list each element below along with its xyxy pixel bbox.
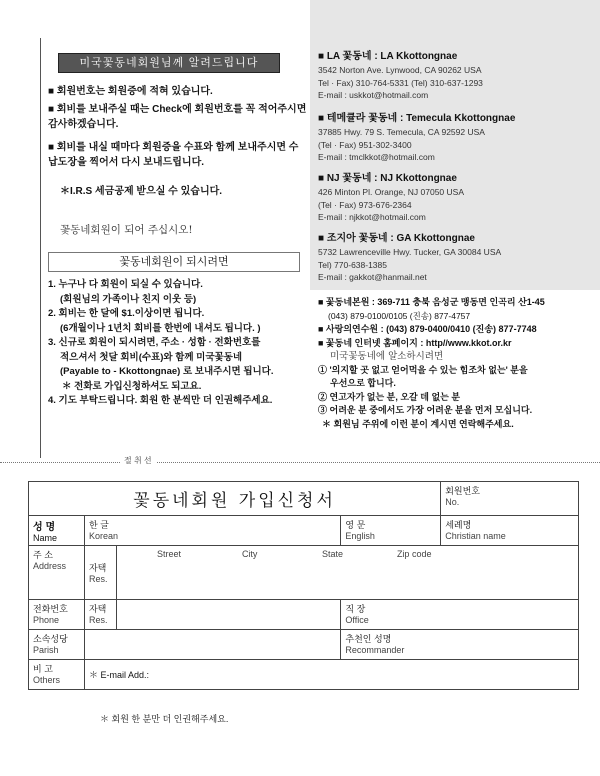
english-name-field[interactable]: 영 문 English xyxy=(341,516,441,546)
notice-member-number: ■ 회원번호는 회원증에 적혀 있습니다. xyxy=(48,86,213,97)
invite-text: 꽃동네회원이 되어 주십시오! xyxy=(60,224,193,236)
street-label: Street xyxy=(156,549,181,559)
footnote: ＊ 회원 한 분만 더 인권해주세요. xyxy=(100,714,229,724)
branch-email: E-mail : gakkot@hanmail.net xyxy=(318,272,427,282)
hq-phone: (043) 879-0100/0105 (진송) 877-4757 xyxy=(328,310,471,321)
branch-phone: (Tel · Fax) 951-302-3400 xyxy=(318,139,412,150)
name-label: 성 명 Name xyxy=(29,516,85,546)
member-number-field[interactable] xyxy=(441,482,579,516)
parish-field[interactable] xyxy=(84,630,340,660)
city-label: City xyxy=(241,549,258,559)
criterion-2: ② 연고자가 없는 분, 오갈 데 없는 분 xyxy=(318,391,461,402)
address-label: 주 소 Address xyxy=(29,546,85,600)
branch-title: ■ LA 꽃동네 : LA Kkottongnae xyxy=(318,51,458,62)
step-3-line2: 적으셔서 첫달 회비(수표)와 함께 미국꽃동네 xyxy=(60,351,243,363)
branch-temecula xyxy=(318,112,598,164)
others-label: 비 고 Others xyxy=(29,660,85,690)
zip-label: Zip code xyxy=(396,549,432,559)
branch-email: E-mail : uskkot@hotmail.com xyxy=(318,90,429,100)
phone-label: 전화번호 Phone xyxy=(29,600,85,630)
branch-title: ■ 테메큘라 꽃동네 : Temecula Kkottongnae xyxy=(318,113,516,124)
parish-label: 소속성당 Parish xyxy=(29,630,85,660)
criterion-1: ① '의지할 곳 없고 얻어먹을 수 있는 힘조차 없는' 분을 xyxy=(318,364,528,375)
criterion-3: ③ 어려운 분 중에서도 가장 어려운 분을 먼저 모십니다. xyxy=(318,405,533,415)
recommender-field[interactable]: 추천인 성명 Recommander xyxy=(341,630,579,660)
cut-line xyxy=(0,462,600,463)
notice-irs: ＊I.R.S 세금공제 받으실 수 있습니다. xyxy=(60,186,223,197)
korean-name-field[interactable]: 한 글 Korean xyxy=(84,516,340,546)
state-label: State xyxy=(321,549,343,559)
headquarters-info xyxy=(318,296,598,431)
office-phone-field[interactable]: 직 장 Office xyxy=(341,600,579,630)
home-phone-field[interactable] xyxy=(116,600,340,630)
branch-title: ■ NJ 꽃동네 : NJ Kkottongnae xyxy=(318,173,457,184)
join-steps xyxy=(48,278,310,409)
member-number-label: 회원번호 xyxy=(445,486,480,496)
branch-phone: Tel · Fax) 310-764-5331 (Tel) 310-637-1293 xyxy=(318,77,483,88)
branch-title: ■ 조지아 꽃동네 : GA Kkottongnae xyxy=(318,233,475,244)
hq-address: ■ 꽃동네본원 : 369-711 충북 음성군 맹동면 인곡리 산1-45 xyxy=(318,297,545,307)
step-4: 4. 기도 부탁드립니다. 회원 한 분씩만 더 인권해주세요. xyxy=(48,395,273,406)
step-2-note: (6개월이나 1년치 회비를 한번에 내셔도 됩니다. ) xyxy=(60,322,261,334)
branch-address: 426 Minton Pl. Orange, NJ 07050 USA xyxy=(318,187,464,197)
contact-request: ＊ 회원님 주위에 이런 분이 계시면 연락해주세요. xyxy=(322,418,514,429)
residence-label: 자택 Res. xyxy=(84,546,116,600)
notify-title: 미국꽃동네에 알소하시려면 xyxy=(330,351,444,362)
criterion-1-line2: 우선으로 합니다. xyxy=(330,378,396,388)
branch-address: 37885 Hwy. 79 S. Temecula, CA 92592 USA xyxy=(318,127,485,137)
step-1: 1. 누구나 다 회원이 되실 수 있습니다. xyxy=(48,279,203,290)
how-to-join-title: 꽃동네회원이 되시려면 xyxy=(48,252,300,272)
step-2: 2. 회비는 한 달에 $1.이상이면 됩니다. xyxy=(48,308,205,319)
step-3-note: ＊ 전화로 가입신청하셔도 되고요. xyxy=(62,380,202,392)
address-field[interactable] xyxy=(116,546,578,600)
notice-receipt: ■ 회비를 내실 때마다 회원증을 수표와 함께 보내주시면 수납도장을 찍어서 다시 보내드립니다. xyxy=(48,142,299,168)
cut-line-label: 절 취 선 xyxy=(120,455,156,466)
branch-address: 5732 Lawrenceville Hwy. Tucker, GA 30084 USA xyxy=(318,247,502,257)
homepage: ■ 꽃동네 인터넷 홈페이지 : http//www.kkot.or.kr xyxy=(318,337,512,348)
home-phone-label: 자택 Res. xyxy=(84,600,116,630)
notice-banner: 미국꽃동네회원님께 알려드립니다 xyxy=(58,53,280,73)
membership-application-form xyxy=(28,481,579,690)
form-title: 꽃동네회원 가입신청서 xyxy=(29,482,441,516)
branch-address: 3542 Norton Ave. Lynwood, CA 90262 USA xyxy=(318,65,482,75)
branch-phone: (Tel · Fax) 973-676-2364 xyxy=(318,199,412,210)
step-3-line3: (Payable to - Kkottongnae) 로 보내주시면 됩니다. xyxy=(60,366,274,377)
branch-la xyxy=(318,50,598,102)
notice-check: ■ 회비를 보내주실 때는 Check에 회원번호를 꼭 적어주시면 감사하겠습니다. xyxy=(48,104,307,130)
branch-ga xyxy=(318,232,598,284)
step-3: 3. 신규로 회원이 되시려면, 주소 · 성함 · 전화번호를 xyxy=(48,337,261,348)
email-field[interactable]: ＊ E-mail Add.: xyxy=(84,660,578,690)
branch-email: E-mail : tmclkkot@hotmail.com xyxy=(318,152,435,162)
branch-email: E-mail : njkkot@hotmail.com xyxy=(318,212,426,222)
christian-name-field[interactable]: 세례명 Christian name xyxy=(441,516,579,546)
love-center: ■ 사랑의연수원 : (043) 879-0400/0410 (진송) 877-7748 xyxy=(318,324,537,334)
member-number-label-en: No. xyxy=(445,497,460,507)
left-margin-rule xyxy=(40,38,41,458)
branch-phone: Tel) 770-638-1385 xyxy=(318,259,387,270)
branch-nj xyxy=(318,172,598,224)
step-1-note: (회원님의 가족이나 친지 이웃 등) xyxy=(60,293,197,305)
